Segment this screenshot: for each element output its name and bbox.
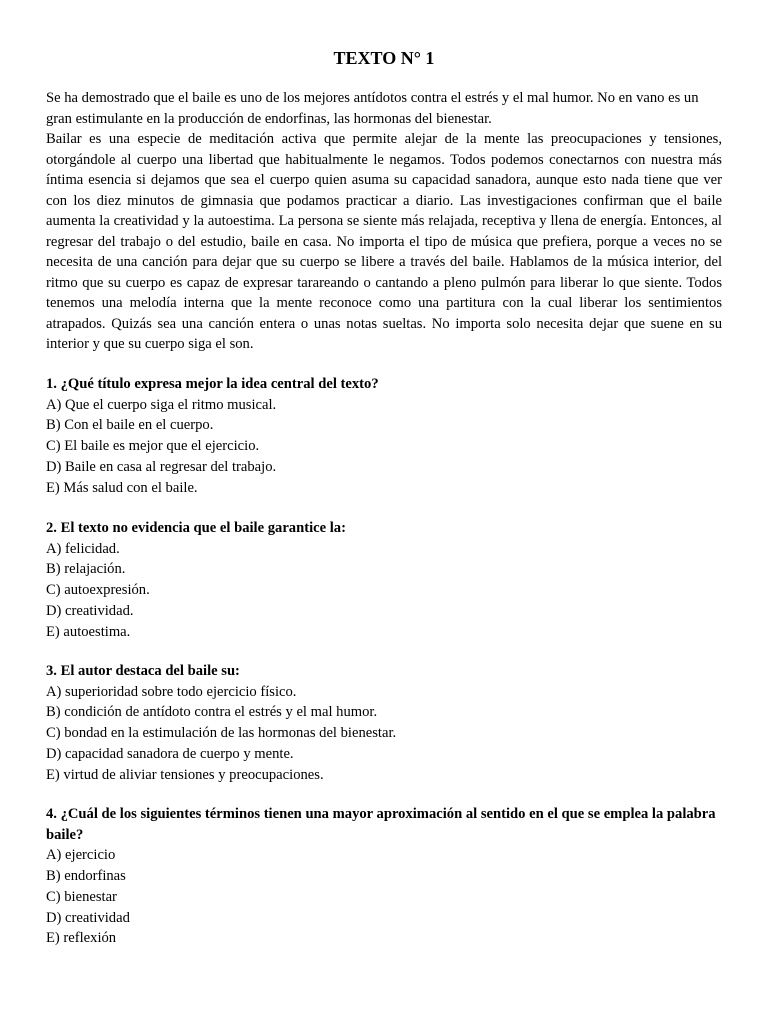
option-d: D) creatividad (46, 909, 130, 926)
document-title: TEXTO N° 1 (333, 48, 435, 68)
passage-paragraph-2: Bailar es una especie de meditación activa que permite alejar de la mente las preocupaciones y tensiones, otorgándole al cuerpo una libertad que habitualmente le negamos. Todos podemos conectarnos con nuestra más íntima esencia si dejamos que sea el cuerpo quien asuma su capacidad sanadora, aunque esto nada tiene que ver con los diez minutos de gimnasia que podamos practicar a diario. Las investigaciones confirman que el baile aumenta la creatividad y la autoestima. La persona se siente más relajada, receptiva y llena de energía. Entonces, al regresar del trabajo o del estudio, baile en casa. No importa el tipo de música que prefiera, porque a veces no se necesita de una canción para dejar que su cuerpo se libere a través del baile. Hablamos de la música interior, del ritmo que su cuerpo es capaz de expresar tarareando o cantando a pleno pulmón para liberar lo que siente. Todos tenemos una melodía interna que la mente reconoce como una partitura con la cual liberar los sentimientos atrapados. Quizás sea una canción entera o unas notas sueltas. No importa solo necesita dejar que suene en su interior y que su cuerpo siga el son. (46, 131, 722, 352)
question-stem: 4. ¿Cuál de los siguientes términos tienen una mayor aproximación al sentido en el que se emplea la palabra baile? (46, 806, 716, 843)
option-c: C) bienestar (46, 888, 117, 905)
question-stem: 2. El texto no evidencia que el baile garantice la: (46, 520, 346, 536)
option-a: A) superioridad sobre todo ejercicio físico. (46, 683, 297, 700)
option-b: B) condición de antídoto contra el estrés y el mal humor. (46, 704, 378, 721)
option-a: A) felicidad. (46, 540, 120, 557)
question-stem: 3. El autor destaca del baile su: (46, 663, 240, 679)
option-list (46, 682, 722, 786)
option-e: E) Más salud con el baile. (46, 479, 198, 496)
option-list (46, 395, 722, 499)
option-b: B) Con el baile en el cuerpo. (46, 417, 214, 434)
option-b: B) endorfinas (46, 868, 126, 885)
option-d: D) Baile en casa al regresar del trabajo. (46, 458, 277, 475)
option-e: E) reflexión (46, 930, 117, 947)
option-d: D) creatividad. (46, 602, 134, 619)
question-4 (46, 804, 722, 949)
option-b: B) relajación. (46, 561, 126, 578)
option-a: A) ejercicio (46, 847, 116, 864)
question-2 (46, 518, 722, 642)
option-list (46, 845, 722, 949)
question-stem: 1. ¿Qué título expresa mejor la idea central del texto? (46, 376, 379, 392)
reading-passage (46, 88, 722, 355)
question-1 (46, 374, 722, 498)
option-e: E) autoestima. (46, 623, 131, 640)
option-c: C) El baile es mejor que el ejercicio. (46, 438, 260, 455)
option-list (46, 539, 722, 643)
option-c: C) bondad en la estimulación de las hormonas del bienestar. (46, 725, 397, 742)
passage-paragraph-1: Se ha demostrado que el baile es uno de los mejores antídotos contra el estrés y el mal humor. No en vano es un gran estimulante en la producción de endorfinas, las hormonas del bienestar. (46, 90, 699, 127)
option-d: D) capacidad sanadora de cuerpo y mente. (46, 745, 294, 762)
option-e: E) virtud de aliviar tensiones y preocupaciones. (46, 766, 324, 783)
option-a: A) Que el cuerpo siga el ritmo musical. (46, 396, 277, 413)
option-c: C) autoexpresión. (46, 582, 150, 599)
question-3 (46, 661, 722, 785)
